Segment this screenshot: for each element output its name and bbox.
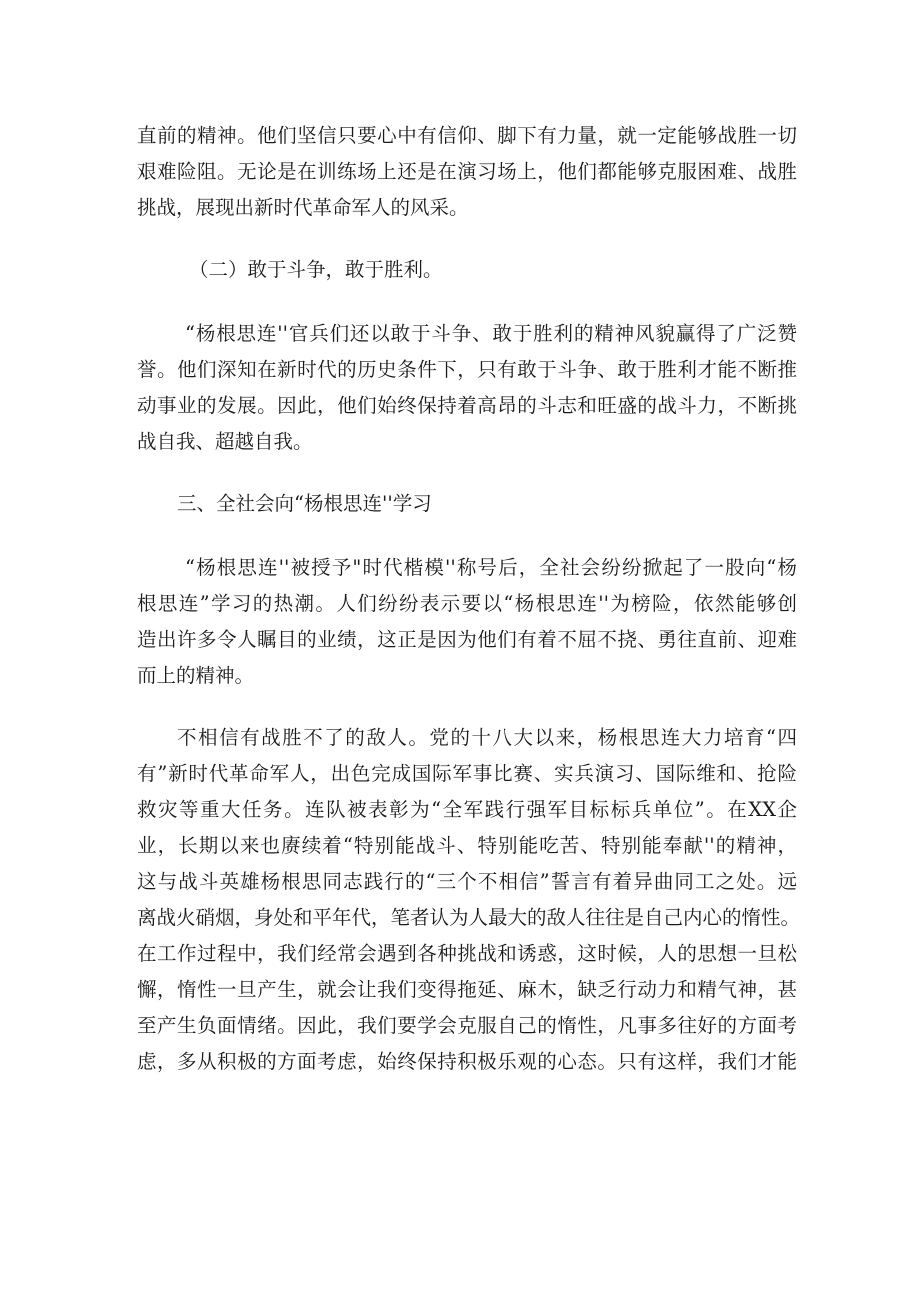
text-line: 离战火硝烟，身处和平年代，笔者认为人最大的敌人往往是自己内心的惰性。 [137,906,801,929]
text-line: 誉。他们深知在新时代的历史条件下，只有敢于斗争、敢于胜利才能不断推 [137,358,797,381]
text-line: 造出许多令人瞩目的业绩，这正是因为他们有着不屈不挠、勇往直前、迎难 [137,628,797,651]
text-line: “杨根思连''官兵们还以敢于斗争、敢于胜利的精神风貌赢得了广泛赞 [185,322,797,345]
paragraph-2 [137,316,797,460]
section-heading-main [137,486,797,522]
text-line: 救灾等重大任务。连队被表彰为“全军践行强军目标标兵单位”。在XX企 [137,798,797,821]
text-line: “杨根思连''被授予"时代楷模''称号后，全社会纷纷掀起了一股向“杨 [185,556,797,579]
text-line: 根思连”学习的热潮。人们纷纷表示要以“杨根思连''为榜险，依然能够创 [137,592,797,615]
text-line: 动事业的发展。因此，他们始终保持着高昂的斗志和旺盛的战斗力，不断挑 [137,394,797,417]
paragraph-1 [137,118,797,226]
text-line: 战自我、超越自我。 [137,430,313,453]
text-line: 在工作过程中，我们经常会遇到各种挑战和诱惑，这时候，人的思想一旦松 [137,942,797,965]
heading-text: 三、全社会向“杨根思连''学习 [177,492,432,515]
text-line: 而上的精神。 [137,664,255,687]
text-line: 虑，多从积极的方面考虑，始终保持积极乐观的心态。只有这样，我们才能 [137,1050,797,1073]
text-line: 懈，惰性一旦产生，就会让我们变得拖延、麻木，缺乏行动力和精气神，甚 [137,978,797,1001]
paragraph-4 [137,720,801,1080]
document-body [137,118,801,1106]
text-line: 挑战，展现出新时代革命军人的风采。 [137,196,469,219]
text-line: 有”新时代革命军人，出色完成国际军事比赛、实兵演习、国际维和、抢险 [137,762,797,785]
text-line: 直前的精神。他们坚信只要心中有信仰、脚下有力量，就一定能够战胜一切 [137,124,797,147]
text-line: 业，长期以来也赓续着“特别能战斗、特别能吃苦、特别能奉献''的精神， [137,834,797,857]
text-line: 这与战斗英雄杨根思同志践行的“三个不相信”誓言有着异曲同工之处。远 [137,870,797,893]
text-line: 不相信有战胜不了的敌人。党的十八大以来，杨根思连大力培育“四 [177,726,797,749]
heading-text: （二）敢于斗争，敢于胜利。 [189,258,443,281]
paragraph-3 [137,550,797,694]
text-line: 至产生负面情绪。因此，我们要学会克服自己的惰性，凡事多往好的方面考 [137,1014,797,1037]
text-line: 艰难险阻。无论是在训练场上还是在演习场上，他们都能够克服困难、战胜 [137,160,797,183]
section-heading-sub [137,252,797,288]
